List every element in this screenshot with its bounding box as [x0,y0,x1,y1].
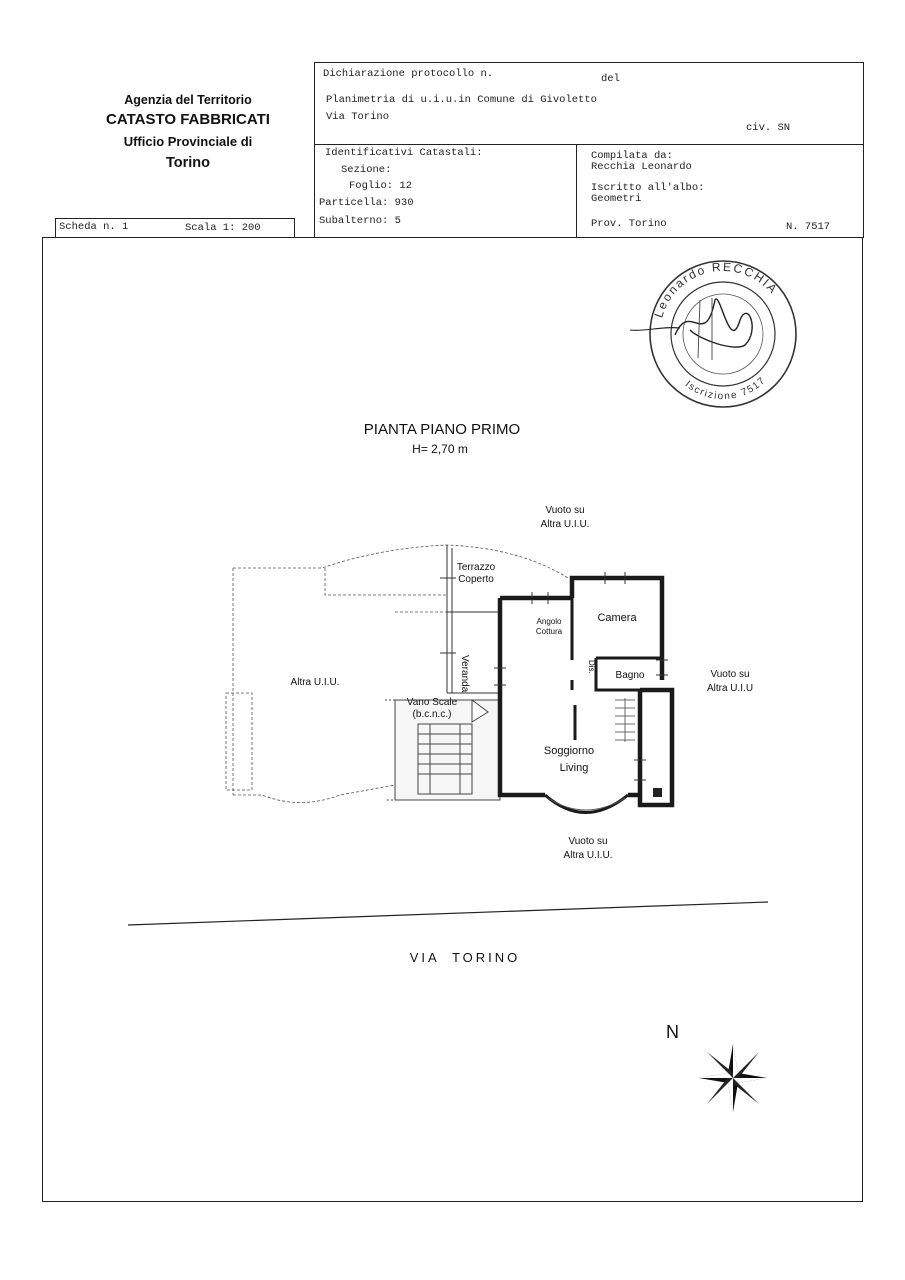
terrazzo-label-2: Coperto [458,574,494,585]
vuoto-top-label-2: Altra U.I.U. [540,519,590,530]
altra-uiu-label: Altra U.I.U. [290,677,340,688]
planimetry-line: Planimetria di u.i.u.in Comune di Givoletto [326,94,597,106]
plan-height: H= 2,70 m [412,442,468,456]
veranda-label: Veranda [459,655,470,693]
stamp-top-text: Leonardo RECCHIA [651,259,782,320]
foglio-field: Foglio: 12 [349,180,413,192]
office-subtitle: Ufficio Provinciale di [123,134,253,149]
registered-value: Geometri [591,193,642,205]
interior-stair [615,698,635,742]
compass-rose-icon [699,1044,767,1112]
dis-label: Dis. [587,660,596,674]
vuoto-bottom-label: Vuoto su [568,836,608,847]
particella-field: Particella: 930 [319,197,414,209]
registered-label: Iscritto all'albo: [591,182,705,194]
protocol-label: Dichiarazione protocollo n. [323,68,494,80]
chimney-mark [653,788,662,797]
angolo-cottura-label: Angolo [536,617,562,626]
plan-title: PIANTA PIANO PRIMO [363,421,521,438]
compiled-by-name: Recchia Leonardo [591,161,692,173]
angolo-cottura-label-2: Cottura [535,627,563,636]
vuoto-bottom-label-2: Altra U.I.U. [563,850,613,861]
subalterno-field: Subalterno: 5 [319,215,401,227]
professional-stamp [630,260,796,407]
province-field: Prov. Torino [591,218,667,230]
soggiorno-label: Soggiorno [543,745,595,757]
vuoto-right-label: Vuoto su [710,669,750,680]
compiled-by-label: Compilata da: [591,150,673,162]
camera-label: Camera [597,612,637,624]
terrazzo-label: Terrazzo [456,562,496,573]
svg-text:Iscrizione 7517 [683,375,769,402]
sheet-scale: Scala 1: 200 [185,222,261,234]
bagno-label: Bagno [615,670,645,681]
office-city: Torino [165,155,211,171]
vuoto-right-label-2: Altra U.I.U [706,683,754,694]
vuoto-top-label: Vuoto su [545,505,585,516]
living-label: Living [559,762,589,774]
registration-number: N. 7517 [786,221,831,233]
street-name: VIA TORINO [409,950,521,965]
office-title: CATASTO FABBRICATI [106,111,270,128]
civic-number: civ. SN [746,122,791,134]
street-line: Via Torino [326,111,390,123]
del-label: del [601,73,620,85]
vano-scale-label-2: (b.c.n.c.) [412,709,452,720]
sezione-field: Sezione: [341,164,392,176]
identifiers-title: Identificativi Catastali: [325,147,483,159]
street-line-mark [128,902,768,925]
stamp-bottom-text: Iscrizione 7517 [682,374,769,403]
svg-text:Leonardo RECCHIA [651,260,781,319]
vano-scale-label: Vano Scale [406,697,458,708]
north-label: N [666,1022,679,1042]
agency-name: Agenzia del Territorio [124,93,252,107]
sheet-number: Scheda n. 1 [59,221,129,233]
